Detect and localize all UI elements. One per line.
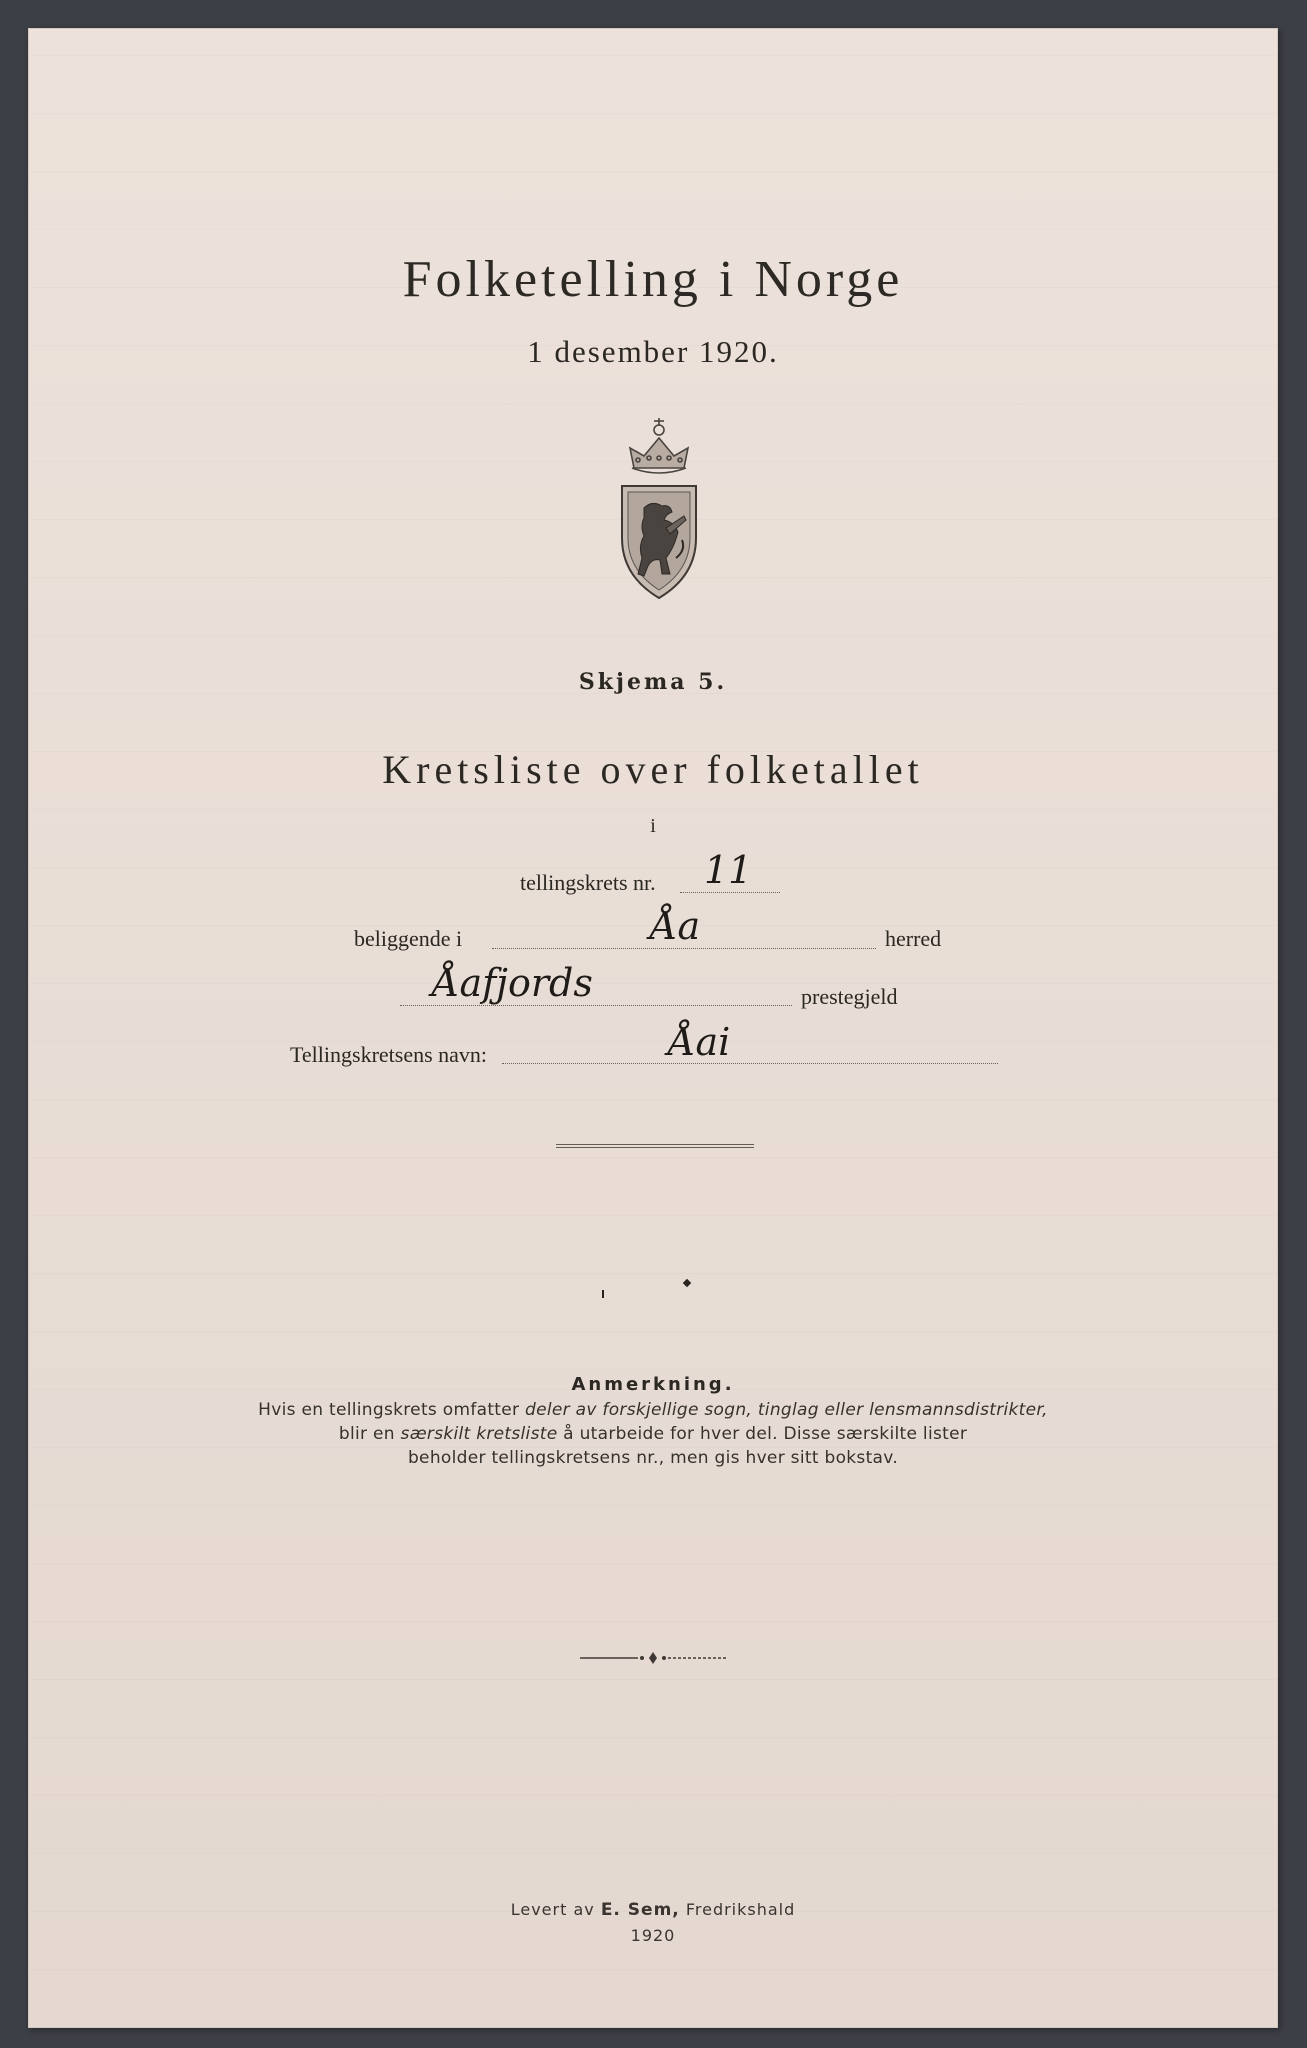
note-line-2-c: å utarbeide for hver del. Disse særskilte lister (557, 1424, 968, 1444)
note-line-1 (28, 1400, 1278, 1420)
printer-year: 1920 (630, 1926, 676, 1945)
note-heading: Anmerkning. (571, 1374, 735, 1395)
navn-value: Åai (668, 1020, 731, 1064)
ink-speck (602, 1290, 604, 1298)
note-line-1-b: deler av forskjellige sogn, tinglag eller lensmannsdistrikter, (525, 1400, 1048, 1420)
note-line-2-a: blir en (338, 1424, 401, 1444)
preposition-i: i (650, 815, 656, 837)
navn-line (502, 1063, 998, 1064)
section-divider (556, 1144, 754, 1148)
printer-city: Fredrikshald (679, 1900, 796, 1919)
ornament-divider-icon (578, 1650, 728, 1666)
coat-of-arms-icon (604, 408, 714, 608)
ink-speck (683, 1279, 691, 1287)
printer-prefix: Levert av (510, 1900, 601, 1919)
printer-line (28, 1900, 1278, 1920)
tellingskrets-label: tellingskrets nr. (520, 870, 656, 895)
tellingskrets-value: 11 (704, 848, 753, 892)
herred-label: herred (885, 926, 942, 951)
form-heading: Kretsliste over folketallet (382, 747, 924, 792)
tellingskrets-line (680, 892, 780, 893)
note-line-3: beholder tellingskretsens nr., men gis hver sitt bokstav. (407, 1448, 899, 1468)
note-line-2 (28, 1424, 1278, 1444)
document-title: Folketelling i Norge (402, 251, 904, 308)
beliggende-label: beliggende i (354, 926, 463, 951)
prestegjeld-line (400, 1005, 792, 1006)
note-line-2-b: særskilt kretsliste (400, 1424, 558, 1444)
document-date: 1 desember 1920. (527, 334, 779, 369)
beliggende-value: Åa (650, 904, 701, 948)
census-form-page (28, 28, 1278, 2028)
navn-label: Tellingskretsens navn: (290, 1042, 488, 1067)
beliggende-line (492, 948, 876, 949)
prestegjeld-label: prestegjeld (801, 984, 898, 1009)
prestegjeld-value: Åafjords (432, 961, 593, 1005)
printer-name: E. Sem, (600, 1900, 680, 1920)
form-number: Skjema 5. (578, 669, 728, 695)
note-line-1-a: Hvis en tellingskrets omfatter (258, 1400, 526, 1420)
